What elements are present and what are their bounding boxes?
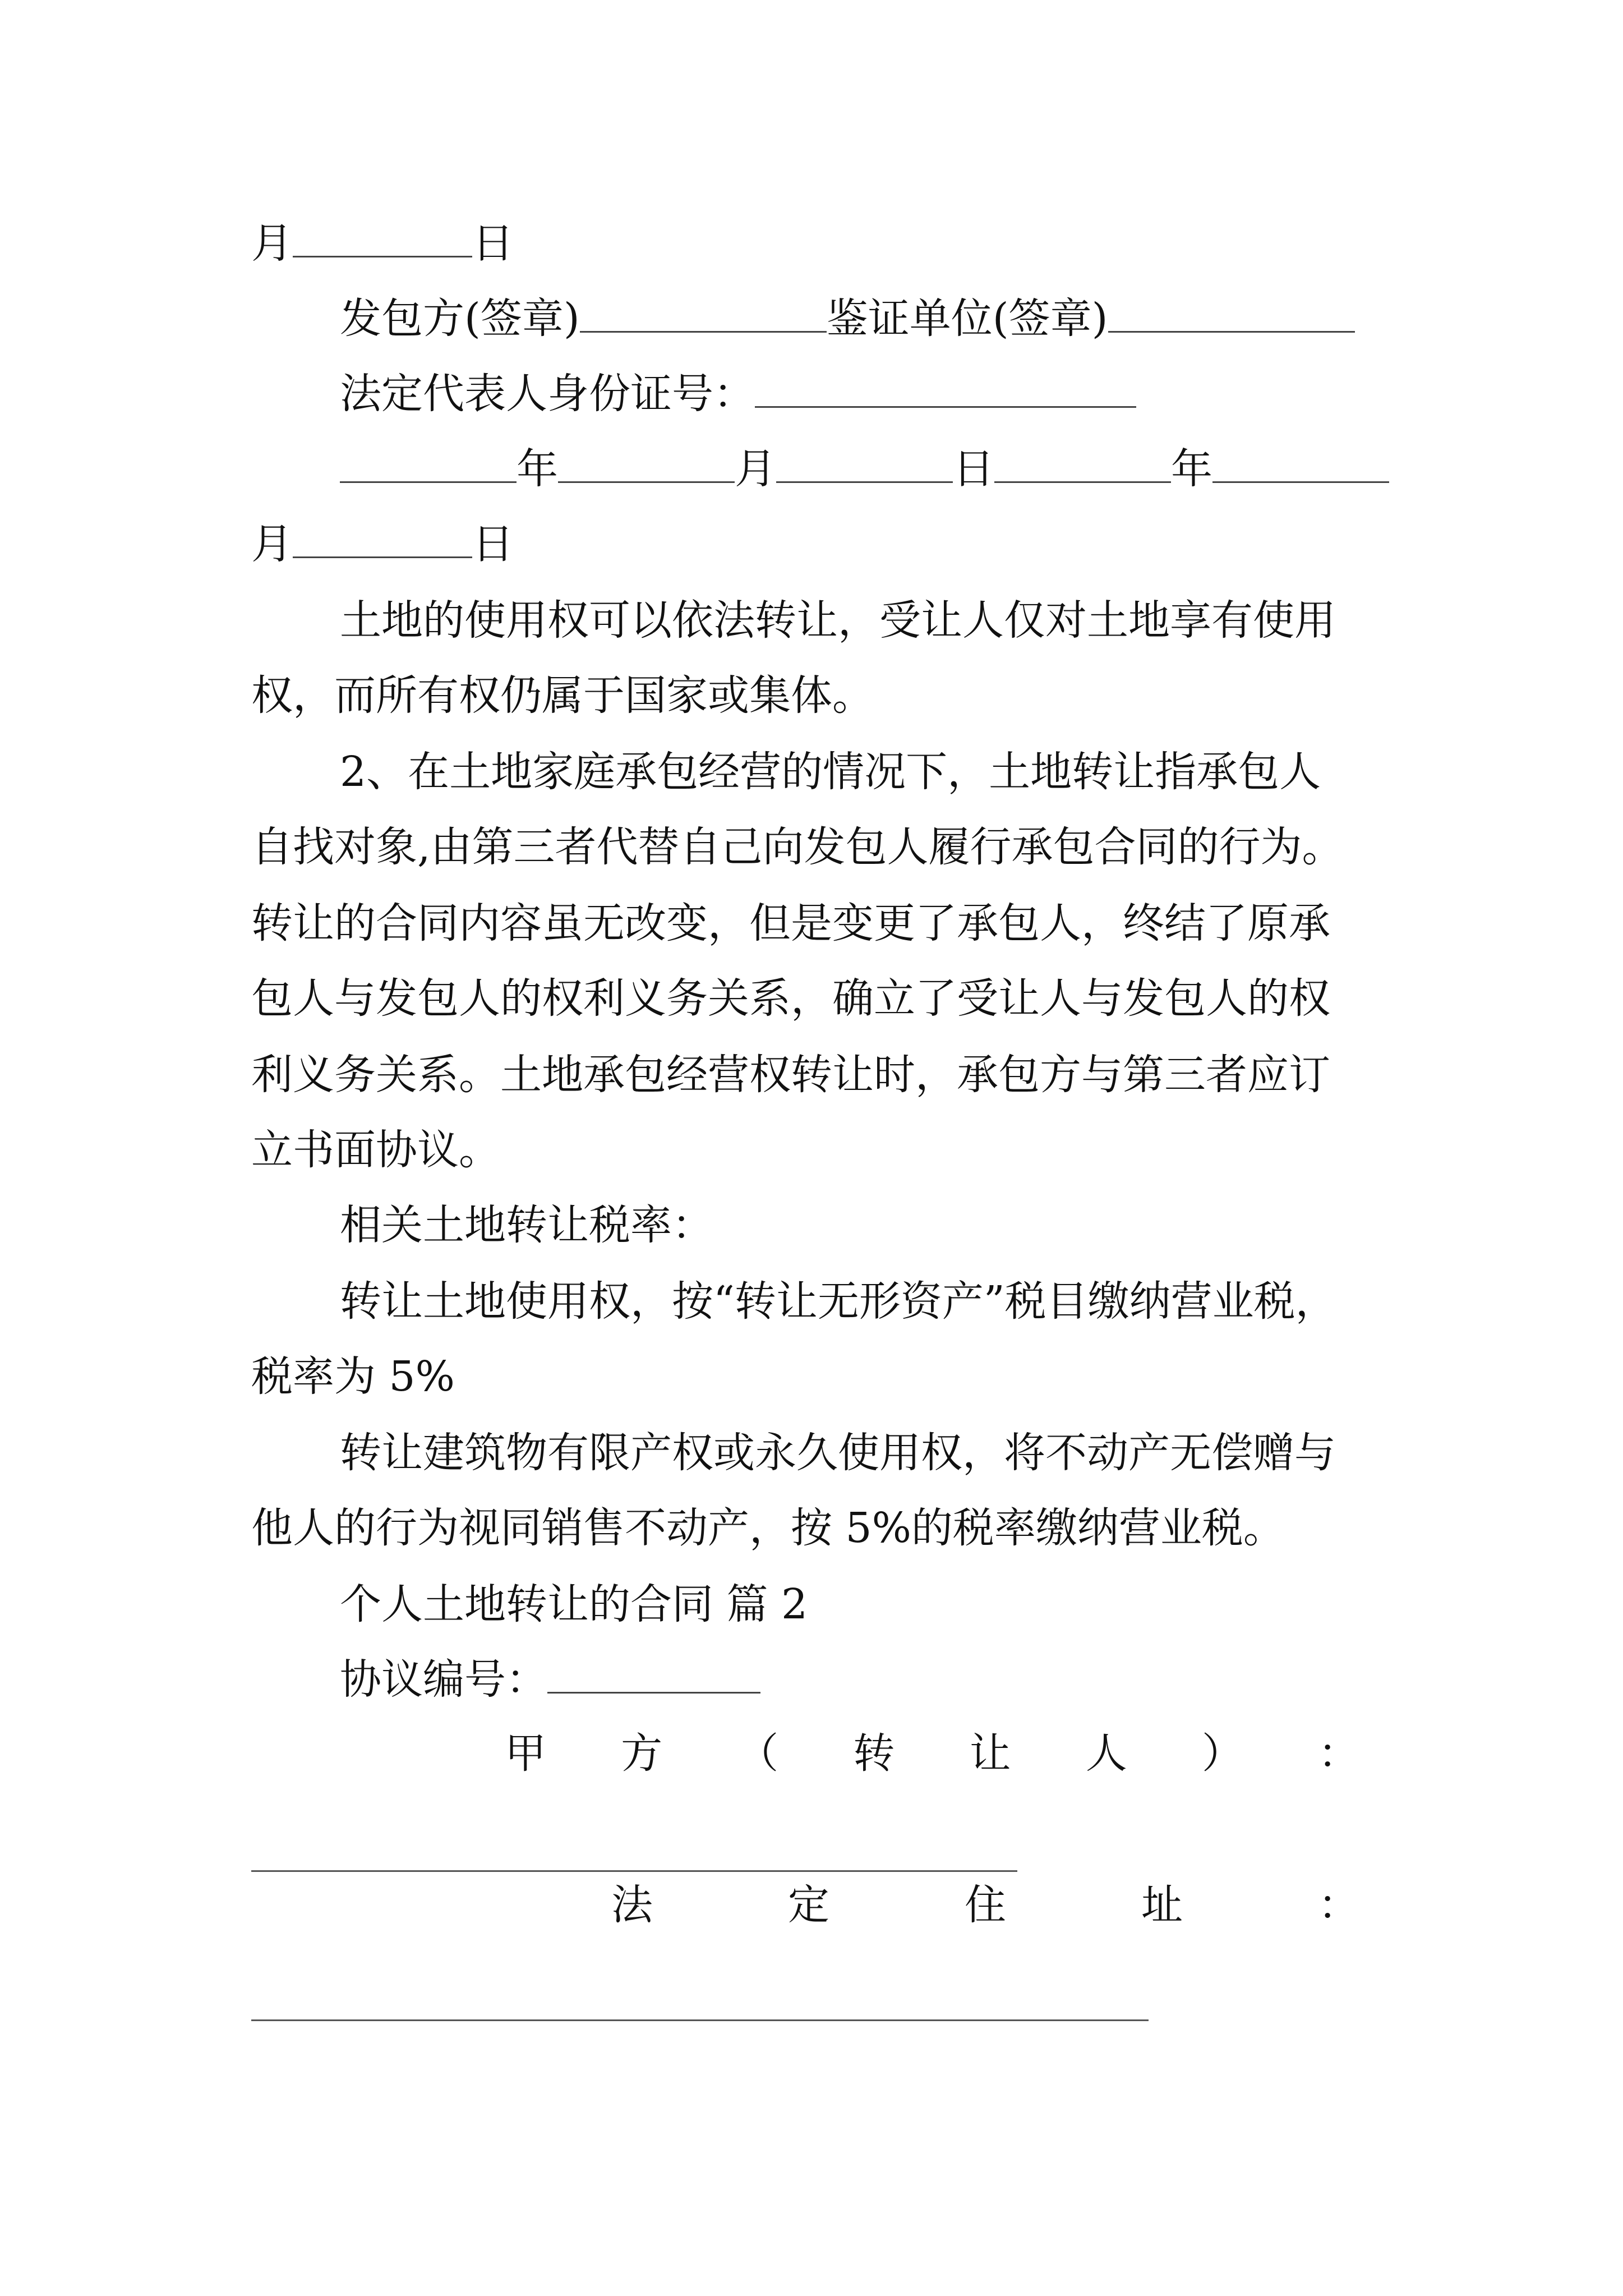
address-char: ： — [1318, 1881, 1359, 1929]
paragraph-line: 转让的合同内容虽无改变，但是变更了承包人，终结了原承 — [251, 899, 1330, 947]
party-a-char: 方 — [621, 1729, 663, 1778]
month-blank — [293, 224, 472, 257]
year-blank-2 — [994, 450, 1171, 483]
paragraph-line: 转让建筑物有限产权或永久使用权，将不动产无偿赠与 — [340, 1429, 1336, 1477]
issuer-blank — [580, 300, 827, 333]
agreement-number-blank — [547, 1660, 760, 1694]
day-blank-1 — [776, 450, 953, 483]
id-number-line — [340, 362, 1473, 425]
paragraph-line: 包人与发包人的权利义务关系，确立了受让人与发包人的权 — [251, 974, 1330, 1023]
month-blank-3 — [293, 525, 472, 558]
party-a-char: 人 — [1085, 1729, 1127, 1778]
paragraph-line: 自找对象,由第三者代替自己向发包人履行承包合同的行为。 — [251, 823, 1344, 871]
day-label-2: 日 — [472, 520, 514, 568]
party-a-char: 转 — [853, 1729, 895, 1778]
contract-title: 个人土地转让的合同 篇 2 — [340, 1580, 808, 1628]
party-a-char: （ — [737, 1729, 779, 1778]
paragraph-line: 税率为 5% — [251, 1352, 455, 1401]
section-heading: 相关土地转让税率： — [340, 1201, 713, 1249]
year-label-1: 年 — [517, 445, 558, 493]
day-label-1: 日 — [953, 445, 994, 493]
address-char: 住 — [965, 1881, 1006, 1929]
year-label-2: 年 — [1171, 445, 1212, 493]
month-label-2: 月 — [251, 520, 293, 568]
address-line — [611, 1874, 1359, 1936]
date-line-2 — [340, 438, 1473, 500]
verifier-label: 鉴证单位(签章) — [826, 295, 1108, 343]
paragraph-line: 利义务关系。土地承包经营权转让时，承包方与第三者应订 — [251, 1051, 1330, 1099]
issuer-label: 发包方(签章) — [340, 295, 580, 343]
party-a-char: 让 — [969, 1729, 1011, 1778]
party-a-char: ： — [1317, 1729, 1359, 1778]
paragraph-line: 转让土地使用权，按“转让无形资产”税目缴纳营业税， — [340, 1277, 1337, 1326]
month-blank-1 — [558, 450, 735, 483]
signature-date-line-1 — [251, 212, 1384, 275]
party-a-fill-line — [251, 1870, 1017, 1872]
address-fill-line — [251, 2019, 1149, 2021]
verifier-blank — [1108, 300, 1355, 333]
day-label: 日 — [472, 219, 514, 268]
party-a-char: ） — [1201, 1729, 1243, 1778]
paragraph-line: 立书面协议。 — [251, 1126, 500, 1174]
id-number-label: 法定代表人身份证号： — [340, 370, 755, 418]
address-char: 法 — [611, 1881, 653, 1929]
party-a-line — [505, 1722, 1359, 1785]
month-label: 月 — [251, 219, 293, 268]
party-a-char: 甲 — [505, 1729, 546, 1778]
paragraph-line: 土地的使用权可以依法转让，受让人仅对土地享有使用 — [340, 596, 1336, 645]
date-line-3 — [251, 513, 1384, 576]
paragraph-line: 他人的行为视同销售不动产，按 5%的税率缴纳营业税。 — [251, 1504, 1285, 1552]
address-char: 址 — [1141, 1881, 1183, 1929]
agreement-number-label: 协议编号： — [340, 1655, 547, 1704]
paragraph-line: 2、在土地家庭承包经营的情况下，土地转让指承包人 — [340, 748, 1321, 796]
paragraph-line: 权，而所有权仍属于国家或集体。 — [251, 671, 874, 720]
address-char: 定 — [788, 1881, 829, 1929]
month-label-1: 月 — [735, 445, 776, 493]
month-blank-2 — [1212, 450, 1389, 483]
issuer-signature-line — [340, 287, 1473, 350]
year-blank-1 — [340, 450, 517, 483]
agreement-number-line — [340, 1648, 1473, 1711]
id-number-blank — [755, 375, 1136, 408]
